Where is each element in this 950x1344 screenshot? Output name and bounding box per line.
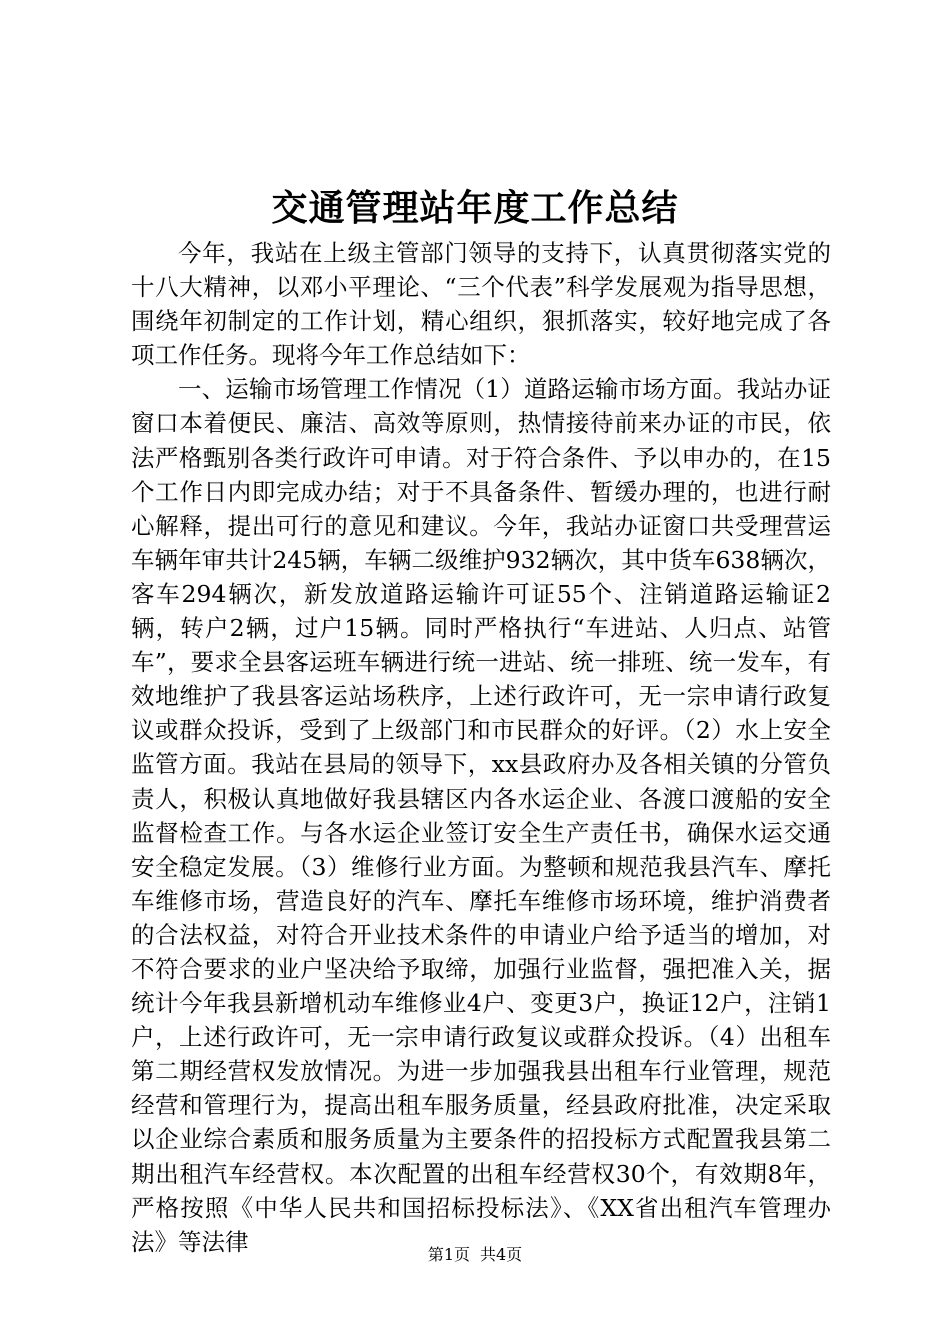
page-number: 第1页 [427,1245,470,1264]
paragraph-section-one: 一、运输市场管理工作情况（1）道路运输市场方面。我站办证窗口本着便民、廉洁、高效等原则，热情接待前来办证的市民，依法严格甄别各类行政许可申请。对于符合条件、予以申办的，在15个工作日内即完成办结；对于不具备条件、暂缓办理的，也进行耐心解释，提出可行的意见和建议。今年，我站办证窗口共受理营运车辆年审共计245辆，车辆二级维护932辆次，其中货车638辆次，客车294辆次，新发放道路运输许可证55个、注销道路运输证2辆，转户2辆，过户15辆。同时严格执行“车进站、人归点、站管车”，要求全县客运班车辆进行统一进站、统一排班、统一发车，有效地维护了我县客运站场秩序，上述行政许可，无一宗申请行政复议或群众投诉，受到了上级部门和市民群众的好评。（2）水上安全监管方面。我站在县局的领导下，xx县政府办及各相关镇的分管负责人，积极认真地做好我县辖区内各水运企业、各渡口渡船的安全监督检查工作。与各水运企业签订安全生产责任书，确保水运交通安全稳定发展。（3）维修行业方面。为整顿和规范我县汽车、摩托车维修市场，营造良好的汽车、摩托车维修市场环境，维护消费者的合法权益，对符合开业技术条件的申请业户给予适当的增加，对不符合要求的业户坚决给予取缔，加强行业监督，强把准入关，据统计今年我县新增机动车维修业4户、变更3户，换证12户，注销1户，上述行政许可，无一宗申请行政复议或群众投诉。（4）出租车第二期经营权发放情况。为进一步加强我县出租车行业管理，规范经营和管理行为，提高出租车服务质量，经县政府批准，决定采取以企业综合素质和服务质量为主要条件的招投标方式配置我县第二期出租汽车经营权。本次配置的出租车经营权30个，有效期8年，严格按照《中华人民共和国招标投标法》、《XX省出租汽车管理办法》等法律 [131,375,831,1256]
document-body [131,236,831,1259]
page-total: 共4页 [480,1245,523,1264]
document-title: 交通管理站年度工作总结 [271,187,679,229]
page-footer [0,1244,950,1266]
paragraph-intro: 今年，我站在上级主管部门领导的支持下，认真贯彻落实党的十八大精神，以邓小平理论、“三个代表”科学发展观为指导思想，围绕年初制定的工作计划，精心组织，狠抓落实，较好地完成了各项工作任务。现将今年工作总结如下： [131,239,831,370]
